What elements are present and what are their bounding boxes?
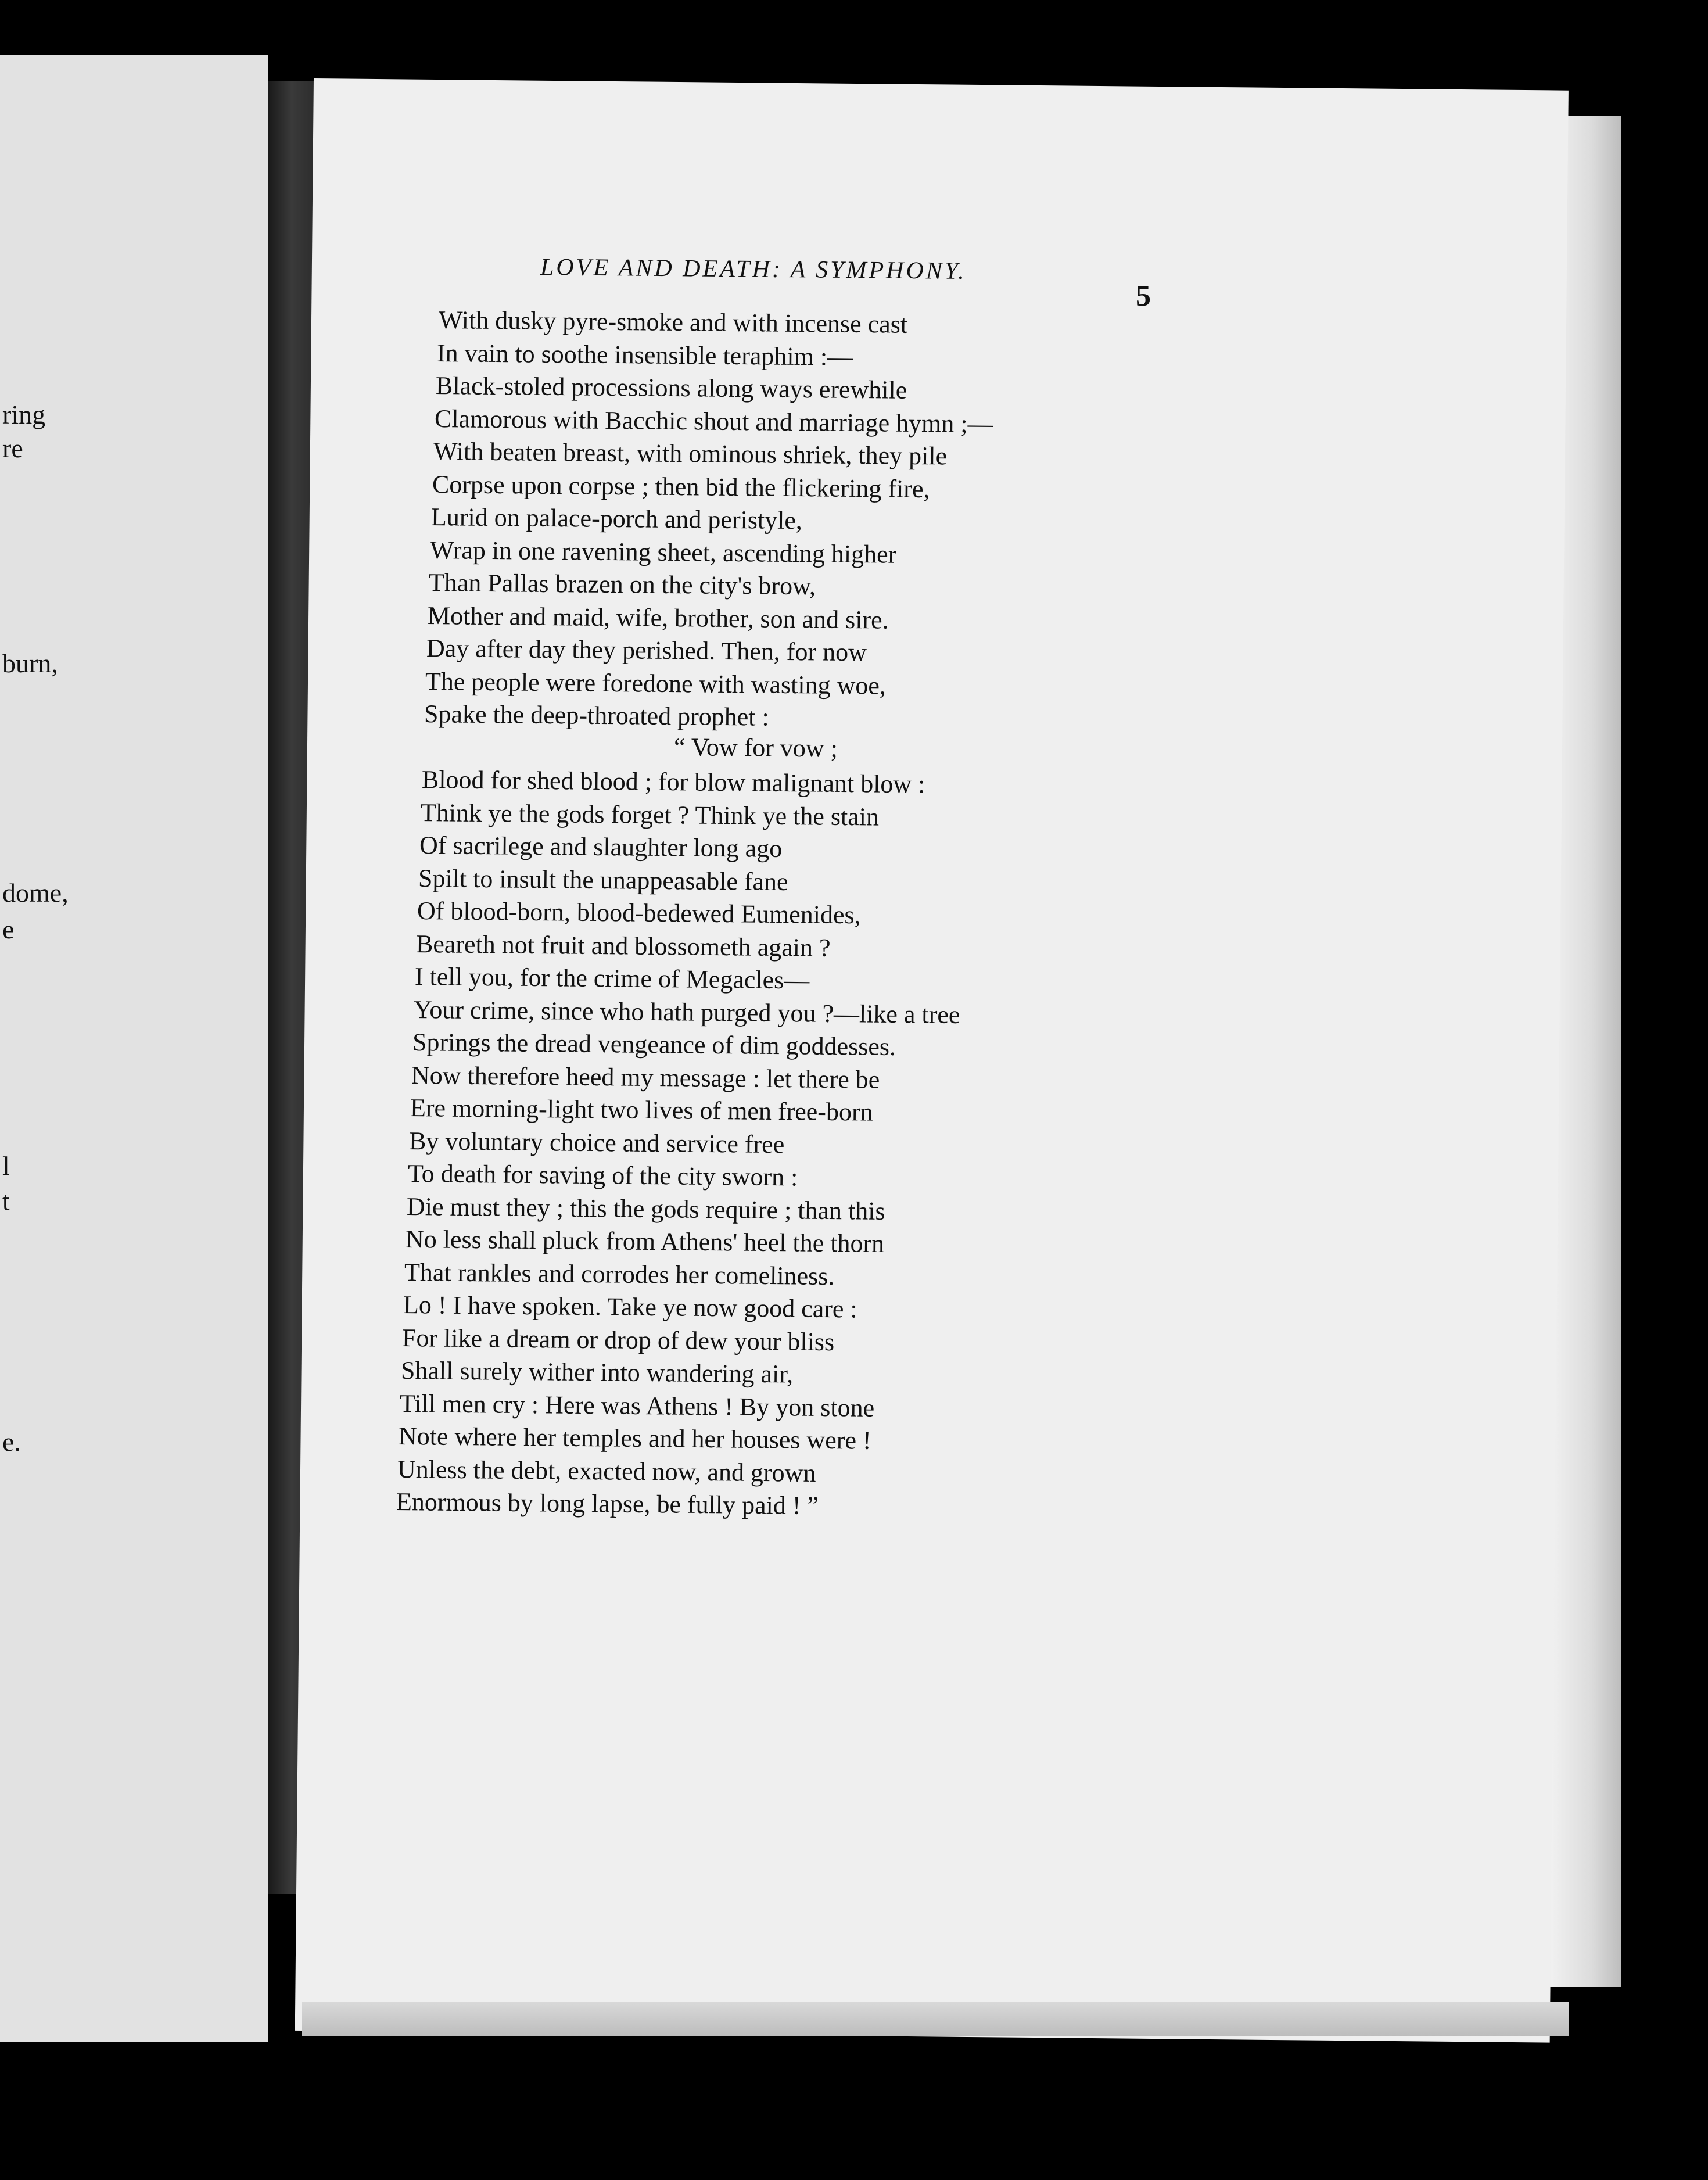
poem-line: Till men cry : Here was Athens ! By yon stone bbox=[399, 1389, 875, 1422]
facing-page-fragment: re bbox=[2, 433, 23, 463]
poem-line: Day after day they perished. Then, for now bbox=[426, 634, 867, 667]
poem-line: In vain to soothe insensible teraphim :— bbox=[436, 339, 853, 371]
poem-line: Spilt to insult the unappeasable fane bbox=[418, 864, 788, 897]
poem-line: Blood for shed blood ; for blow malignant blow : bbox=[421, 765, 925, 799]
poem-line: Ere morning-light two lives of men free-born bbox=[410, 1093, 873, 1127]
facing-page bbox=[0, 55, 268, 2042]
poem-line: The people were foredone with wasting woe, bbox=[425, 667, 887, 700]
poem-line: Lurid on palace-porch and peristyle, bbox=[430, 503, 803, 535]
poem-line: Beareth not fruit and blossometh again ? bbox=[415, 930, 831, 962]
running-head: LOVE AND DEATH: A SYMPHONY. bbox=[540, 254, 967, 285]
poem-line: “ Vow for vow ; bbox=[673, 733, 838, 763]
poem-line: Die must they ; this the gods require ; than this bbox=[406, 1192, 885, 1225]
poem-line: That rankles and corrodes her comeliness. bbox=[404, 1258, 835, 1291]
poem-line: Wrap in one ravening sheet, ascending higher bbox=[429, 536, 897, 569]
poem-line: Springs the dread vengeance of dim goddesses. bbox=[412, 1028, 896, 1061]
poem-line: Spake the deep-throated prophet : bbox=[424, 700, 770, 732]
poem-line: For like a dream or drop of dew your bliss bbox=[401, 1324, 835, 1357]
poem-line: Black-stoled processions along ways erewhile bbox=[435, 371, 907, 404]
facing-page-fragment: e. bbox=[2, 1427, 21, 1457]
poem-line: Now therefore heed my message : let there be bbox=[411, 1061, 880, 1094]
facing-page-fragment: burn, bbox=[2, 648, 58, 678]
poem-line: I tell you, for the crime of Megacles— bbox=[414, 962, 810, 995]
poem-line: With beaten breast, with ominous shriek, they pile bbox=[433, 437, 948, 471]
poem-line: Of sacrilege and slaughter long ago bbox=[419, 831, 783, 863]
poem-line: Of blood-born, blood-bedewed Eumenides, bbox=[417, 897, 861, 930]
facing-page-fragment: e bbox=[2, 915, 15, 944]
page-number: 5 bbox=[1136, 279, 1151, 313]
poem-line: Unless the debt, exacted now, and grown bbox=[397, 1455, 816, 1487]
poem-line: Mother and maid, wife, brother, son and sire. bbox=[427, 601, 889, 634]
poem-line: By voluntary choice and service free bbox=[408, 1127, 785, 1159]
poem-line: Shall surely wither into wandering air, bbox=[400, 1356, 794, 1389]
poem-line: Think ye the gods forget ? Think ye the stain bbox=[420, 798, 880, 831]
page-bottom-edge bbox=[302, 2002, 1569, 2036]
poem-line: Clamorous with Bacchic shout and marriage hymn ;— bbox=[434, 404, 993, 439]
facing-page-fragment: l bbox=[2, 1151, 10, 1181]
poem-line: Corpse upon corpse ; then bid the flickering fire, bbox=[432, 470, 930, 504]
poem-line: No less shall pluck from Athens' heel the thorn bbox=[405, 1225, 885, 1258]
facing-page-fragment: ring bbox=[2, 400, 46, 429]
facing-page-fragment: dome, bbox=[2, 878, 69, 908]
poem-line: Your crime, since who hath purged you ?—like a tree bbox=[413, 995, 960, 1030]
poem-line: To death for saving of the city sworn : bbox=[407, 1159, 798, 1192]
poem-line: Than Pallas brazen on the city's brow, bbox=[428, 568, 816, 601]
poem-line: Note where her temples and her houses were ! bbox=[398, 1422, 871, 1455]
poem-line: Enormous by long lapse, be fully paid ! ” bbox=[396, 1487, 819, 1520]
poem-line: With dusky pyre-smoke and with incense cast bbox=[438, 306, 908, 339]
facing-page-fragment: t bbox=[2, 1186, 10, 1216]
poem-line: Lo ! I have spoken. Take ye now good care : bbox=[403, 1290, 857, 1324]
